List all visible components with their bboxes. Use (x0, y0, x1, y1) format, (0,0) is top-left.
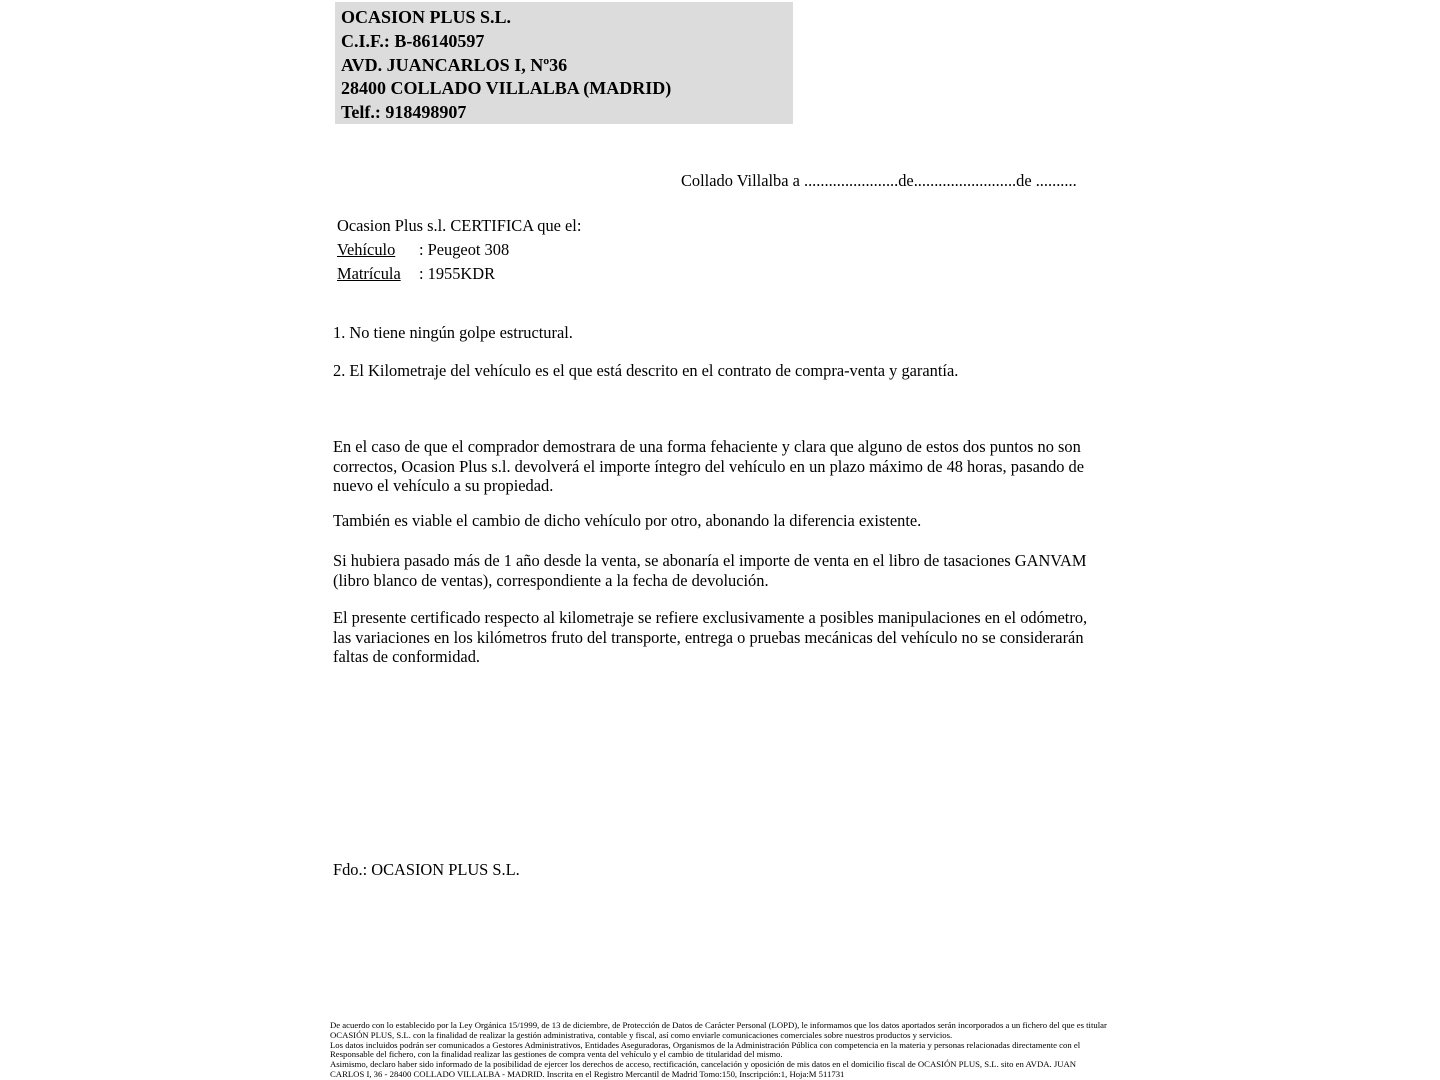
odometer-clause-paragraph: El presente certificado respecto al kilometraje se refiere exclusivamente a posibles manipulaciones en el odómetro, las variaciones en los kilómetros fruto del transporte, entrega o pruebas mecánicas del vehículo no se considerarán faltas de conformidad. (333, 608, 1088, 667)
legal-line: Asimismo, declaro haber sido informado de la posibilidad de ejercer los derechos de acceso, rectificación, cancelación y oposición de mis datos en el domicilio fiscal de OCASIÓN PLUS, S.L. sito en AVDA. JUAN (330, 1059, 1077, 1069)
plate-label: Matrícula (337, 264, 401, 283)
refund-clause-paragraph: En el caso de que el comprador demostrara de una forma fehaciente y clara que alguno de estos dos puntos no son correctos, Ocasion Plus s.l. devolverá el importe íntegro del vehículo en un plazo máximo de 48 horas, pasando de nuevo el vehículo a su propiedad. (333, 437, 1085, 496)
legal-line: Los datos incluidos podrán ser comunicados a Gestores Administrativos, Entidades Aseguradoras, Organismos de la Administración Pública con competencia en la materia y personas relacionadas directamente con el (330, 1039, 1081, 1050)
legal-line: Responsable del fichero, con la finalidad realizar las gestiones de compra venta del vehículo y el cambio de titularidad del mismo. (330, 1049, 783, 1060)
vehicle-value: : Peugeot 308 (419, 240, 510, 259)
certify-block (337, 214, 581, 286)
plate-value: : 1955KDR (419, 264, 496, 283)
vehicle-row (337, 238, 581, 262)
plate-row (337, 262, 581, 286)
ganvam-clause-paragraph: Si hubiera pasado más de 1 año desde la venta, se abonaría el importe de venta en el libro de tasaciones GANVAM (libro blanco de ventas), correspondiente a la fecha de devolución. (333, 551, 1087, 590)
signature-line: Fdo.: OCASION PLUS S.L. (333, 860, 520, 879)
legal-line: OCASIÓN PLUS, S.L. con la finalidad de realizar la gestión administrativa, contable y fiscal, así como enviarle comunicaciones comerciales sobre nuestros productos y servicios. (330, 1029, 953, 1040)
certified-point-2: 2. El Kilometraje del vehículo es el que está descrito en el contrato de compra-venta y garantía. (333, 361, 959, 380)
company-city: 28400 COLLADO VILLALBA (MADRID) (341, 78, 672, 99)
legal-line: De acuerdo con lo establecido por la Ley Orgánica 15/1999, de 13 de diciembre, de Protección de Datos de Carácter Personal (LOPD), le informamos que los datos aportados serán incorporados a un fichero del que es titular (330, 1020, 1107, 1030)
company-name: OCASION PLUS S.L. (341, 7, 512, 27)
certified-point-1: 1. No tiene ningún golpe estructural. (333, 323, 573, 342)
exchange-clause-paragraph: También es viable el cambio de dicho vehículo por otro, abonando la diferencia existente. (333, 511, 922, 530)
legal-footer (330, 1021, 1120, 1080)
company-header-block (335, 2, 793, 124)
company-phone: Telf.: 918498907 (341, 102, 467, 123)
company-address: AVD. JUANCARLOS I, Nº36 (341, 54, 568, 75)
date-fill-in-line: Collado Villalba a .......................de.........................de .......... (681, 171, 1077, 190)
legal-line: CARLOS I, 36 - 28400 COLLADO VILLALBA - MADRID. Inscrita en el Registro Mercantil de Madrid Tomo:150, Inscripción:1, Hoja:M 511731 (330, 1068, 845, 1079)
certify-intro: Ocasion Plus s.l. CERTIFICA que el: (337, 216, 582, 235)
company-cif: C.I.F.: B-86140597 (341, 30, 485, 51)
vehicle-label: Vehículo (337, 240, 396, 259)
